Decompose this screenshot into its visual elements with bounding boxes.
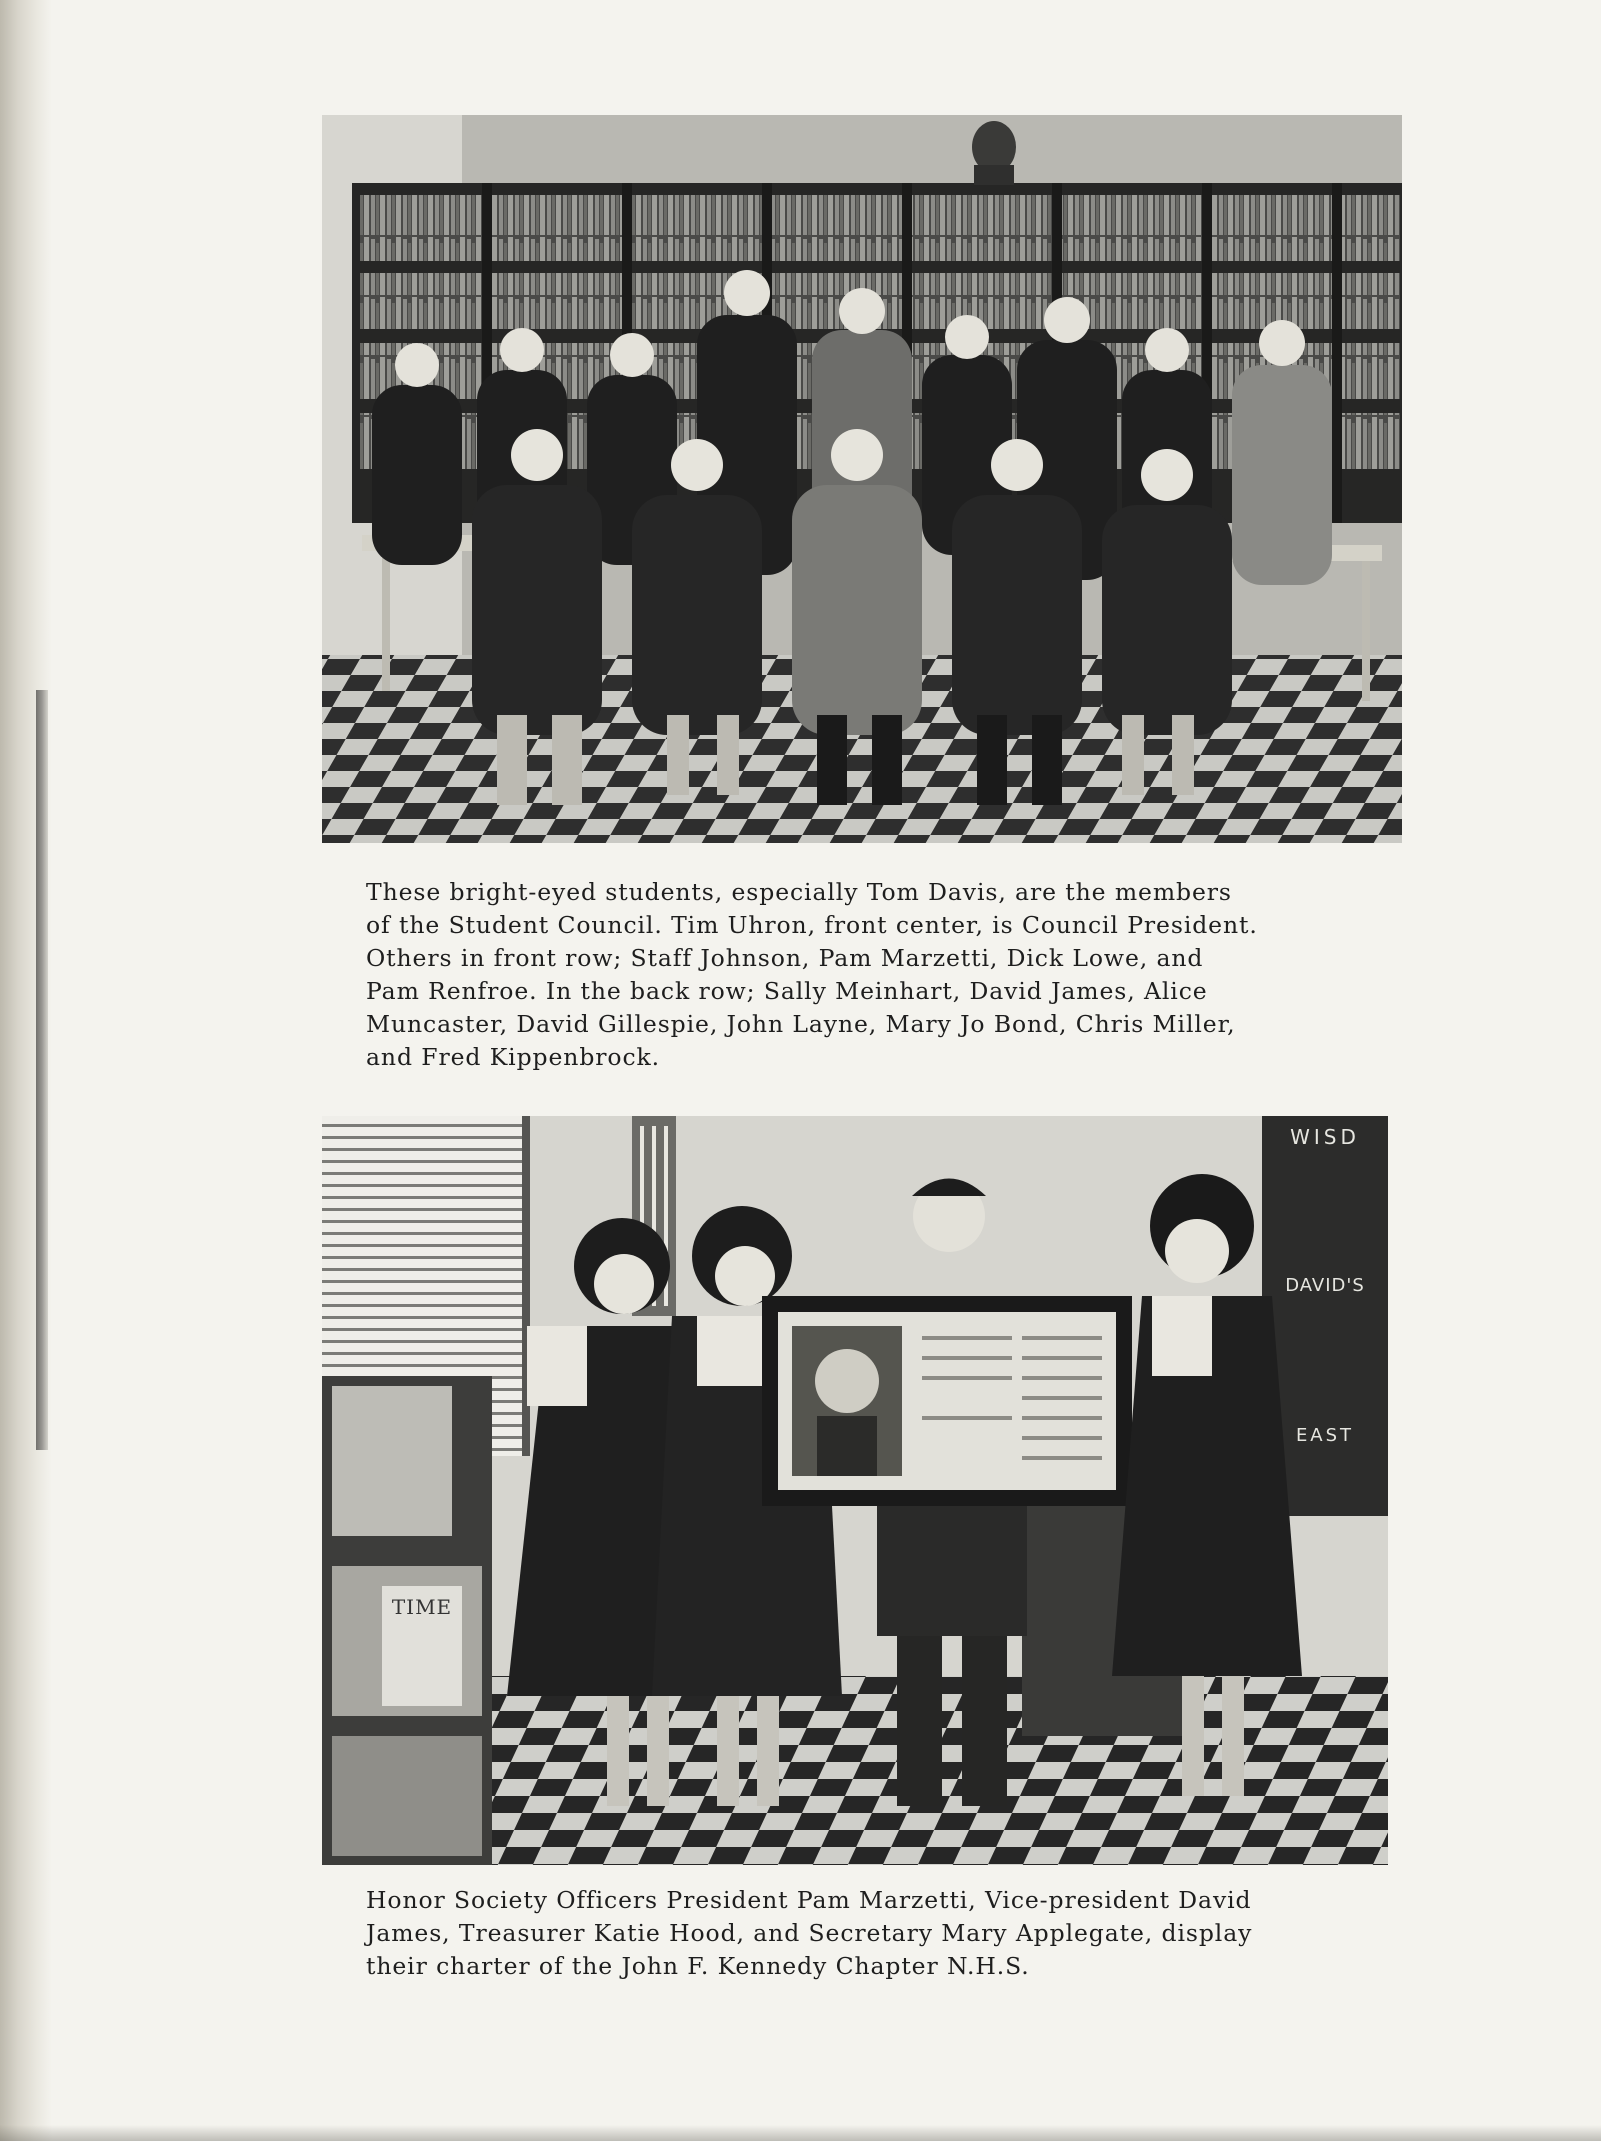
binding-strip: [36, 690, 48, 1450]
honor-society-photo-image: [322, 1116, 1388, 1865]
caption-line: These bright-eyed students, especially Tom Davis, are the members: [366, 878, 1232, 906]
magazine-label: TIME: [391, 1595, 453, 1619]
caption-line: Muncaster, David Gillespie, John Layne, Mary Jo Bond, Chris Miller,: [366, 1010, 1236, 1038]
caption-line: Honor Society Officers President Pam Marzetti, Vice-president David: [366, 1886, 1252, 1914]
page-bottom-shadow: [0, 2125, 1601, 2141]
caption-line: Others in front row; Staff Johnson, Pam Marzetti, Dick Lowe, and: [366, 944, 1204, 972]
honor-society-photo: [322, 1116, 1388, 1865]
caption-line: James, Treasurer Katie Hood, and Secretary Mary Applegate, display: [366, 1919, 1253, 1947]
student-council-photo: [322, 115, 1402, 843]
caption-line: their charter of the John F. Kennedy Chapter N.H.S.: [366, 1952, 1030, 1980]
caption-line: of the Student Council. Tim Uhron, front center, is Council President.: [366, 911, 1258, 939]
wall-sign-bottom: EAST: [1295, 1425, 1355, 1446]
honor-society-caption: [366, 1884, 1252, 1983]
caption-line: Pam Renfroe. In the back row; Sally Meinhart, David James, Alice: [366, 977, 1208, 1005]
caption-line: and Fred Kippenbrock.: [366, 1043, 661, 1071]
student-council-caption: [366, 876, 1258, 1074]
wall-sign-top: WISD: [1290, 1125, 1360, 1149]
student-council-photo-image: [322, 115, 1402, 843]
wall-sign-middle: DAVID'S: [1285, 1275, 1365, 1296]
